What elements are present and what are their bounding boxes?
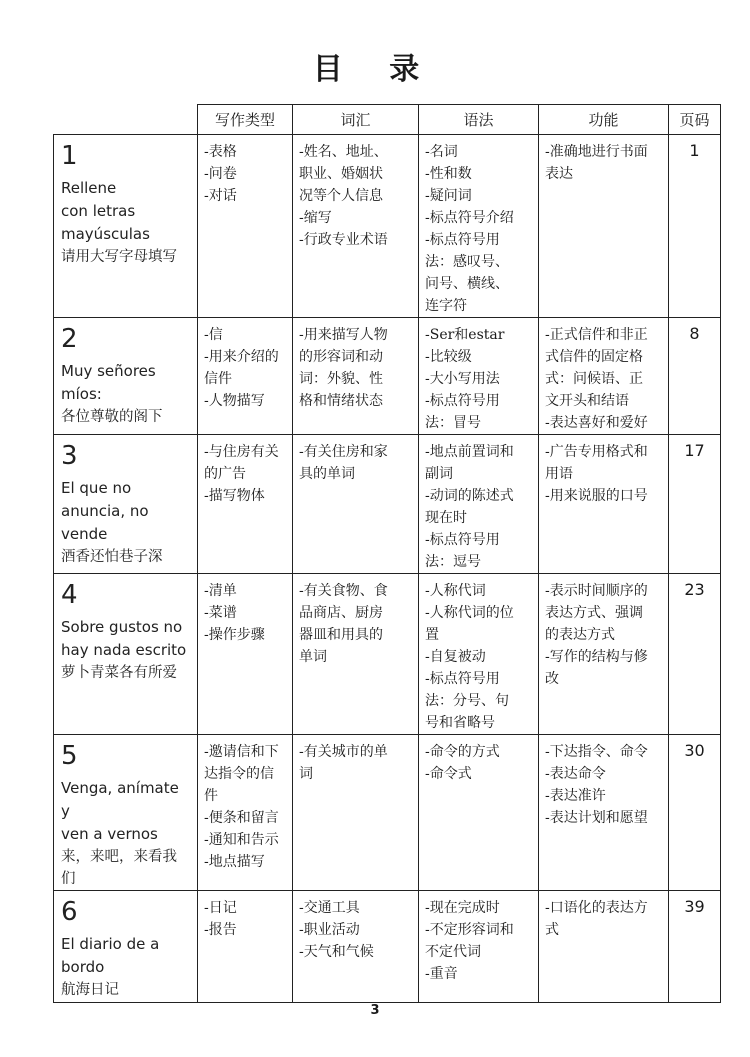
unit-title-chinese: [61, 406, 191, 428]
unit-title-spanish-line: El diario de a: [61, 935, 160, 953]
unit-title-spanish-line: míos:: [61, 385, 102, 403]
cell-line: -表示时间顺序的: [545, 583, 648, 599]
cell-line: -重音: [425, 966, 458, 982]
cell-line: -用来说服的口号: [545, 488, 648, 504]
unit-title-chinese-line: 萝卜青菜各有所爱: [61, 665, 177, 681]
cell-line: -性和数: [425, 166, 472, 182]
unit-row: [54, 891, 721, 1003]
unit-row: [54, 435, 721, 574]
cell-line: -表格: [204, 144, 237, 160]
cell-line: -下达指令、命令: [545, 744, 648, 760]
unit-title-cell: [54, 135, 198, 318]
cell-line: -职业活动: [299, 922, 360, 938]
cell-line: -有关住房和家: [299, 444, 388, 460]
grammar-cell: [419, 135, 539, 318]
cell-line: -广告专用格式和: [545, 444, 648, 460]
grammar-cell: [419, 318, 539, 435]
unit-title-spanish-line: vende: [61, 525, 108, 543]
header-blank: [54, 105, 198, 135]
cell-line: -便条和留言: [204, 810, 279, 826]
unit-page-number: 23: [684, 580, 705, 599]
unit-title-spanish: [61, 177, 191, 246]
unit-title-chinese: [61, 246, 191, 268]
cell-line: -表达准许: [545, 788, 606, 804]
cell-line: -动词的陈述式: [425, 488, 514, 504]
function-cell: [539, 735, 669, 891]
cell-line: -有关城市的单: [299, 744, 388, 760]
cell-line: 器皿和用具的: [299, 627, 383, 643]
cell-line: 词：外貌、性: [299, 371, 383, 387]
unit-row: [54, 135, 721, 318]
writing-type-cell: [198, 435, 293, 574]
cell-line: -信: [204, 327, 223, 343]
unit-title-chinese: [61, 662, 191, 684]
unit-page-number: 8: [689, 324, 700, 343]
cell-line: -写作的结构与修: [545, 649, 648, 665]
cell-line: 件: [204, 788, 218, 804]
cell-line: -清单: [204, 583, 237, 599]
cell-line: -报告: [204, 922, 237, 938]
unit-title-spanish-line: bordo: [61, 958, 105, 976]
page-number-cell: [669, 735, 721, 891]
unit-title-spanish: [61, 616, 191, 662]
contents-table: [53, 104, 721, 1003]
cell-line: 品商店、厨房: [299, 605, 383, 621]
cell-line: -正式信件和非正: [545, 327, 648, 343]
cell-line: -准确地进行书面: [545, 144, 648, 160]
unit-title-spanish-line: ven a vernos: [61, 825, 158, 843]
unit-title-spanish: [61, 933, 191, 979]
vocabulary-cell: [293, 735, 419, 891]
cell-line: 式：问候语、正: [545, 371, 643, 387]
function-cell: [539, 891, 669, 1003]
cell-line: 信件: [204, 371, 232, 387]
cell-line: -比较级: [425, 349, 472, 365]
unit-row: [54, 735, 721, 891]
writing-type-cell: [198, 318, 293, 435]
cell-line: -地点前置词和: [425, 444, 514, 460]
writing-type-cell: [198, 891, 293, 1003]
unit-title-chinese-line: 来，来吧，来看我: [61, 849, 177, 865]
cell-line: -大小写用法: [425, 371, 500, 387]
cell-line: -菜谱: [204, 605, 237, 621]
cell-line: -表达喜好和爱好: [545, 415, 648, 431]
cell-line: 问号、横线、: [425, 276, 509, 292]
header-function: 功能: [539, 105, 669, 135]
page-number-cell: [669, 318, 721, 435]
cell-line: -人称代词的位: [425, 605, 514, 621]
cell-line: 表达方式、强调: [545, 605, 643, 621]
unit-title-spanish-line: con letras: [61, 202, 136, 220]
unit-title-cell: [54, 735, 198, 891]
cell-line: -现在完成时: [425, 900, 500, 916]
unit-title-chinese-line: 酒香还怕巷子深: [61, 549, 163, 565]
page-number-cell: [669, 435, 721, 574]
cell-line: -标点符号介绍: [425, 210, 514, 226]
writing-type-cell: [198, 574, 293, 735]
cell-line: -疑问词: [425, 188, 472, 204]
cell-line: -有关食物、食: [299, 583, 388, 599]
unit-title-spanish-line: Rellene: [61, 179, 117, 197]
cell-line: 置: [425, 627, 439, 643]
cell-line: -口语化的表达方: [545, 900, 648, 916]
cell-line: 词: [299, 766, 313, 782]
function-cell: [539, 135, 669, 318]
cell-line: -对话: [204, 188, 237, 204]
vocabulary-cell: [293, 891, 419, 1003]
unit-title-spanish-line: anuncia, no: [61, 502, 149, 520]
cell-line: -用来介绍的: [204, 349, 279, 365]
cell-line: -姓名、地址、: [299, 144, 388, 160]
unit-number: 6: [61, 897, 78, 927]
unit-page-number: 39: [684, 897, 705, 916]
cell-line: 的表达方式: [545, 627, 615, 643]
cell-line: 的形容词和动: [299, 349, 383, 365]
page-number: 3: [370, 1003, 380, 1018]
cell-line: 格和情绪状态: [299, 393, 383, 409]
cell-line: -日记: [204, 900, 237, 916]
unit-title-spanish: [61, 477, 191, 546]
cell-line: -行政专业术语: [299, 232, 388, 248]
grammar-cell: [419, 891, 539, 1003]
unit-title-chinese-line: 们: [61, 871, 76, 887]
header-vocab: 词汇: [293, 105, 419, 135]
cell-line: 号和省略号: [425, 715, 495, 731]
page-title: 目 录: [312, 52, 438, 87]
cell-line: -地点描写: [204, 854, 265, 870]
unit-title-chinese-line: 请用大写字母填写: [61, 249, 177, 265]
page-number-cell: [669, 135, 721, 318]
cell-line: -问卷: [204, 166, 237, 182]
cell-line: 的广告: [204, 466, 246, 482]
unit-row: [54, 574, 721, 735]
unit-title-spanish-line: Muy señores: [61, 362, 156, 380]
cell-line: 式信件的固定格: [545, 349, 643, 365]
unit-title-chinese: [61, 979, 191, 1001]
cell-line: -通知和告示: [204, 832, 279, 848]
grammar-cell: [419, 435, 539, 574]
unit-number: 4: [61, 580, 78, 610]
cell-line: -操作步骤: [204, 627, 265, 643]
cell-line: -命令的方式: [425, 744, 500, 760]
header-row: [54, 105, 721, 135]
unit-title-spanish-line: Venga, anímate y: [61, 779, 179, 820]
cell-line: 况等个人信息: [299, 188, 383, 204]
unit-title-spanish-line: Sobre gustos no: [61, 618, 183, 636]
vocabulary-cell: [293, 574, 419, 735]
vocabulary-cell: [293, 318, 419, 435]
cell-line: -自复被动: [425, 649, 486, 665]
cell-line: -人物描写: [204, 393, 265, 409]
cell-line: -标点符号用: [425, 671, 500, 687]
page-number-cell: [669, 891, 721, 1003]
cell-line: 达指令的信: [204, 766, 274, 782]
function-cell: [539, 574, 669, 735]
cell-line: 法：分号、句: [425, 693, 509, 709]
cell-line: -人称代词: [425, 583, 486, 599]
unit-title-spanish: [61, 777, 191, 846]
unit-title-spanish-line: mayúsculas: [61, 225, 150, 243]
writing-type-cell: [198, 135, 293, 318]
cell-line: -与住房有关: [204, 444, 279, 460]
unit-title-spanish: [61, 360, 191, 406]
cell-line: -表达命令: [545, 766, 606, 782]
cell-line: -用来描写人物: [299, 327, 388, 343]
unit-page-number: 17: [684, 441, 705, 460]
cell-line: -邀请信和下: [204, 744, 279, 760]
unit-title-cell: [54, 891, 198, 1003]
cell-line: 文开头和结语: [545, 393, 629, 409]
header-grammar: 语法: [419, 105, 539, 135]
unit-title-chinese-line: 航海日记: [61, 982, 119, 998]
cell-line: -交通工具: [299, 900, 360, 916]
cell-line: 改: [545, 671, 559, 687]
grammar-cell: [419, 574, 539, 735]
cell-line: 式: [545, 922, 559, 938]
cell-line: 连字符: [425, 298, 467, 314]
unit-row: [54, 318, 721, 435]
cell-line: 用语: [545, 466, 573, 482]
cell-line: 现在时: [425, 510, 467, 526]
unit-number: 1: [61, 141, 78, 171]
unit-title-cell: [54, 318, 198, 435]
unit-title-chinese-line: 各位尊敬的阁下: [61, 409, 163, 425]
function-cell: [539, 435, 669, 574]
cell-line: 表达: [545, 166, 573, 182]
cell-line: 不定代词: [425, 944, 481, 960]
unit-title-chinese: [61, 546, 191, 568]
cell-line: 法：感叹号、: [425, 254, 509, 270]
unit-title-chinese: [61, 846, 191, 890]
writing-type-cell: [198, 735, 293, 891]
function-cell: [539, 318, 669, 435]
cell-line: 具的单词: [299, 466, 355, 482]
unit-page-number: 1: [689, 141, 700, 160]
cell-line: -表达计划和愿望: [545, 810, 648, 826]
unit-number: 2: [61, 324, 78, 354]
cell-line: 职业、婚姻状: [299, 166, 383, 182]
grammar-cell: [419, 735, 539, 891]
cell-line: -名词: [425, 144, 458, 160]
page-number-cell: [669, 574, 721, 735]
cell-line: -描写物体: [204, 488, 265, 504]
unit-title-spanish-line: El que no: [61, 479, 132, 497]
cell-line: -标点符号用: [425, 532, 500, 548]
cell-line: -标点符号用: [425, 232, 500, 248]
unit-number: 5: [61, 741, 78, 771]
unit-title-cell: [54, 435, 198, 574]
cell-line: -天气和气候: [299, 944, 374, 960]
unit-title-cell: [54, 574, 198, 735]
vocabulary-cell: [293, 135, 419, 318]
header-page: 页码: [669, 105, 721, 135]
cell-line: -不定形容词和: [425, 922, 514, 938]
unit-page-number: 30: [684, 741, 705, 760]
header-writing: 写作类型: [198, 105, 293, 135]
cell-line: -命令式: [425, 766, 472, 782]
cell-line: -标点符号用: [425, 393, 500, 409]
cell-line: -缩写: [299, 210, 332, 226]
cell-line: 法：逗号: [425, 554, 481, 570]
cell-line: 副词: [425, 466, 453, 482]
cell-line: 单词: [299, 649, 327, 665]
vocabulary-cell: [293, 435, 419, 574]
unit-title-spanish-line: hay nada escrito: [61, 641, 187, 659]
unit-number: 3: [61, 441, 78, 471]
cell-line: 法：冒号: [425, 415, 481, 431]
cell-line: -Ser和estar: [425, 327, 505, 343]
